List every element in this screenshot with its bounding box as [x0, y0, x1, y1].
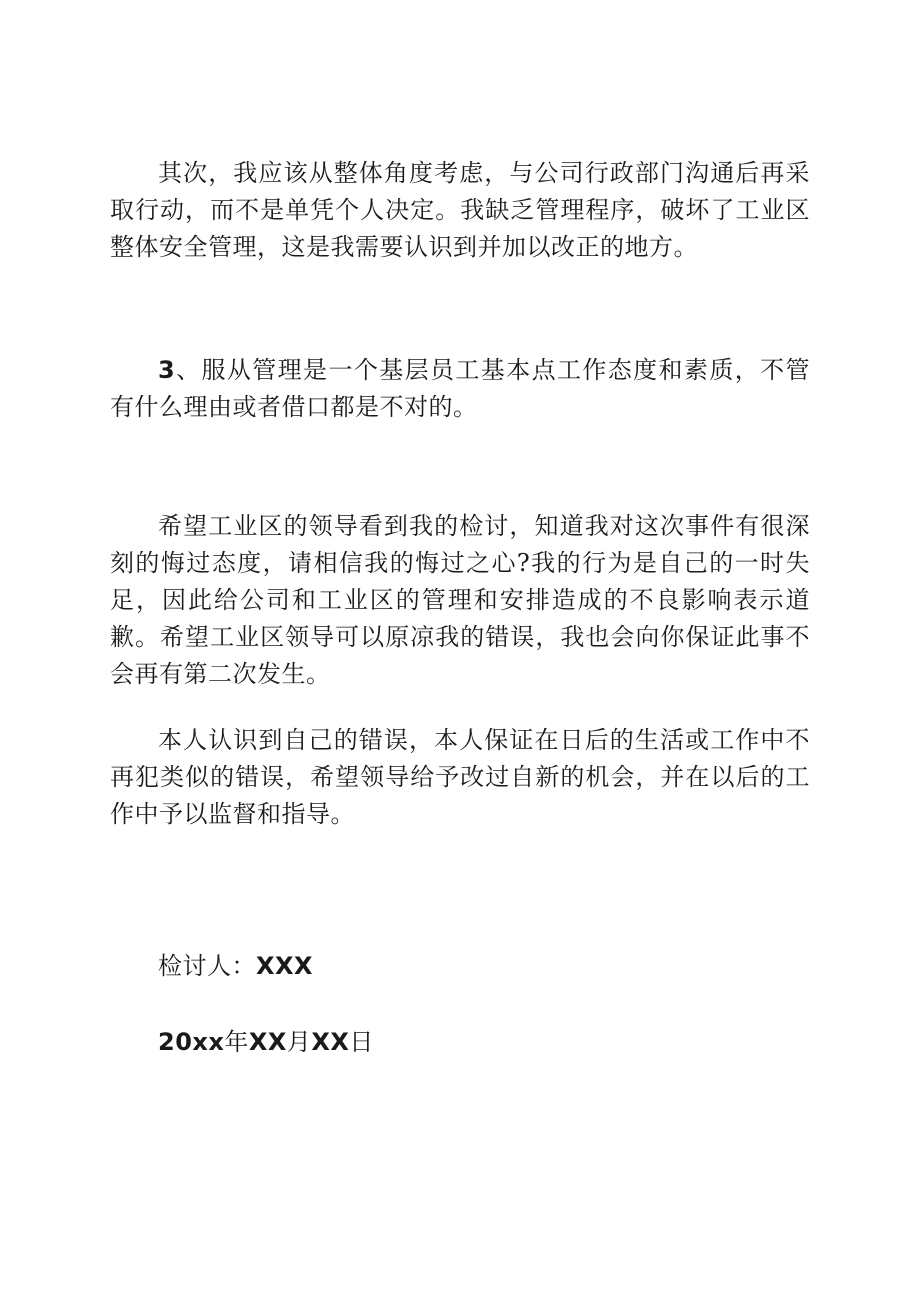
paragraph-item-3	[110, 352, 810, 426]
date-day-unit: 日	[349, 1028, 374, 1056]
paragraph-hope: 希望工业区的领导看到我的检讨，知道我对这次事件有很深刻的悔过态度，请相信我的悔过之心?我的行为是自己的一时失足，因此给公司和工业区的管理和安排造成的不良影响表示道歉。希望工业区领导可以原凉我的错误，我也会向你保证此事不会再有第二次发生。	[110, 512, 810, 688]
signature-label: 检讨人：	[158, 952, 256, 980]
date-year: 20xx	[158, 1028, 225, 1056]
date-day: XX	[311, 1028, 350, 1056]
date-month-unit: 月	[286, 1028, 312, 1056]
signature-line	[158, 948, 313, 985]
paragraph-acknowledge: 本人认识到自己的错误，本人保证在日后的生活或工作中不再犯类似的错误，希望领导给予改过自新的机会，并在以后的工作中予以监督和指导。	[110, 726, 810, 828]
signature-name: XXX	[256, 952, 314, 980]
item-3-text: 、服从管理是一个基层员工基本点工作态度和素质，不管有什么理由或者借口都是不对的。	[110, 356, 810, 421]
date-month: XX	[248, 1028, 287, 1056]
item-number: 3	[158, 356, 176, 384]
paragraph-secondly: 其次，我应该从整体角度考虑，与公司行政部门沟通后再采取行动，而不是单凭个人决定。我缺乏管理程序，破坏了工业区整体安全管理，这是我需要认识到并加以改正的地方。	[110, 159, 810, 261]
date-line	[158, 1024, 374, 1061]
date-year-unit: 年	[224, 1028, 249, 1056]
